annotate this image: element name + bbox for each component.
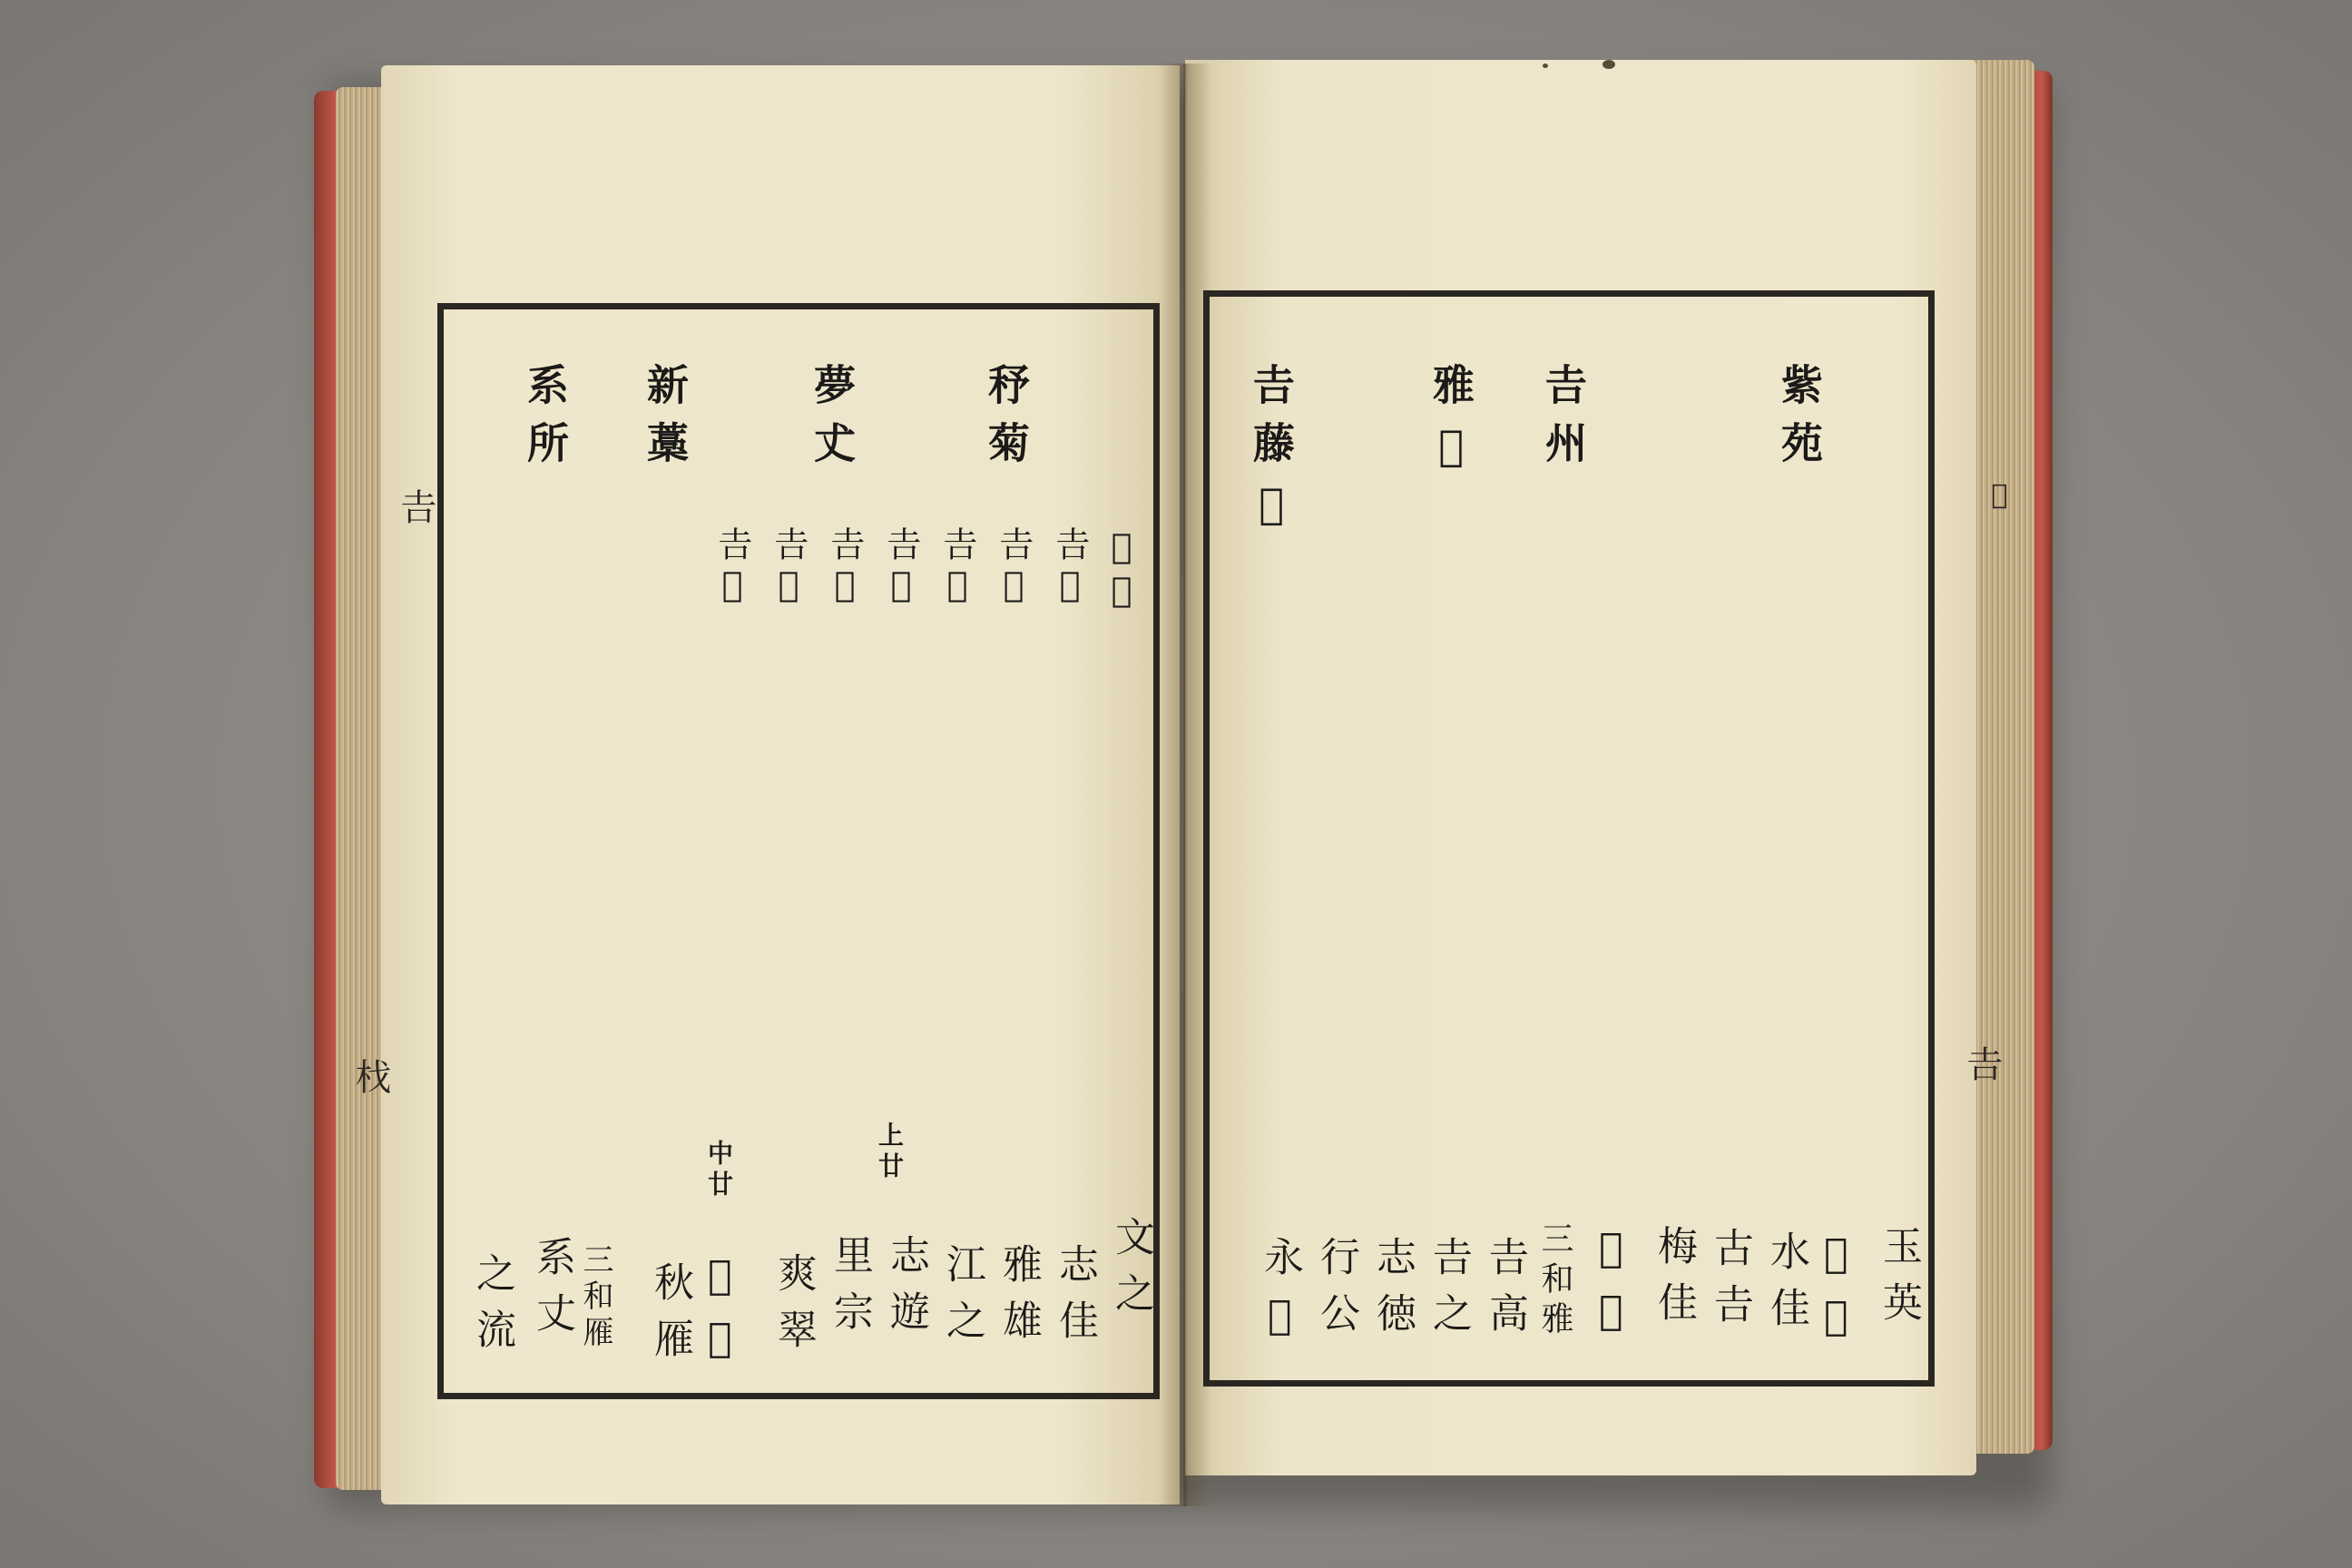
section-title: 雅𢚩	[1426, 363, 1475, 486]
author-name: 雅雄	[995, 1243, 1042, 1356]
author-name: 玉英	[1876, 1225, 1922, 1338]
author-name: 永𢚩	[1257, 1236, 1303, 1355]
author-name: 志遊	[883, 1234, 929, 1347]
poem-line: 𠮷𠯹	[881, 526, 921, 608]
section-title: 𠮷藤𢚩	[1247, 363, 1296, 544]
author-name: 梅佳	[1651, 1225, 1697, 1338]
author-name: 水佳	[1763, 1230, 1809, 1343]
author-name: 𠮷之	[1426, 1236, 1472, 1348]
author-name: 爽翠	[770, 1252, 817, 1365]
author-name: 𠮷高	[1482, 1236, 1528, 1348]
poem-mark: 中廿	[704, 1140, 734, 1201]
poem-line: 𠮷𠯹	[937, 526, 977, 608]
author-name: 江之	[939, 1243, 985, 1356]
author-name: 𢚩和	[1813, 1230, 1859, 1356]
section-title: 系所	[521, 363, 570, 479]
author-name: 古𠮷	[1707, 1227, 1753, 1339]
poem-line: 𠮷𠯹	[825, 526, 865, 608]
section-title: 夢𠀋	[808, 363, 857, 479]
author-name: 𢚩堂	[1588, 1225, 1634, 1350]
right-page-edges	[1969, 60, 2034, 1454]
paper-speck	[1602, 60, 1615, 69]
author-name: 里宗	[827, 1234, 873, 1347]
poem-line: 𠮷𠯹	[1050, 526, 1090, 608]
poem-line: 𢚩𩺊	[1102, 526, 1142, 613]
left-side-tab-bottom: 𣏾	[349, 1058, 391, 1094]
author-name: 三和雁	[577, 1243, 613, 1352]
right-side-tab-top: 𢚩	[1984, 479, 2015, 511]
author-name: 志佳	[1052, 1243, 1098, 1356]
section-title: 𠮷州	[1539, 363, 1588, 479]
section-title: 新藁	[641, 363, 690, 479]
paper-speck	[1543, 64, 1548, 68]
author-name: 志徳	[1369, 1236, 1416, 1348]
author-name: 系丈	[529, 1236, 575, 1348]
author-name: 𢚩海	[697, 1252, 743, 1377]
poem-line: 𠮷𠯹	[994, 526, 1034, 608]
author-name: 行公	[1313, 1236, 1359, 1348]
poem-line: 𠮷𠯹	[712, 526, 752, 608]
section-title: 𥝱菊	[982, 363, 1031, 479]
poem-mark: 上廿	[875, 1122, 905, 1183]
author-name: 三和雅	[1536, 1221, 1573, 1341]
poem-line: 𠮷𠯹	[769, 526, 808, 608]
author-name: 秋雁	[647, 1261, 693, 1374]
section-title: 紫苑	[1775, 363, 1824, 479]
right-side-tab-bottom: 𠮷	[1961, 1045, 2003, 1082]
author-name: 之流	[469, 1252, 515, 1365]
left-side-tab-top: 𠮷	[395, 488, 436, 524]
author-name: 文之	[1108, 1216, 1154, 1328]
